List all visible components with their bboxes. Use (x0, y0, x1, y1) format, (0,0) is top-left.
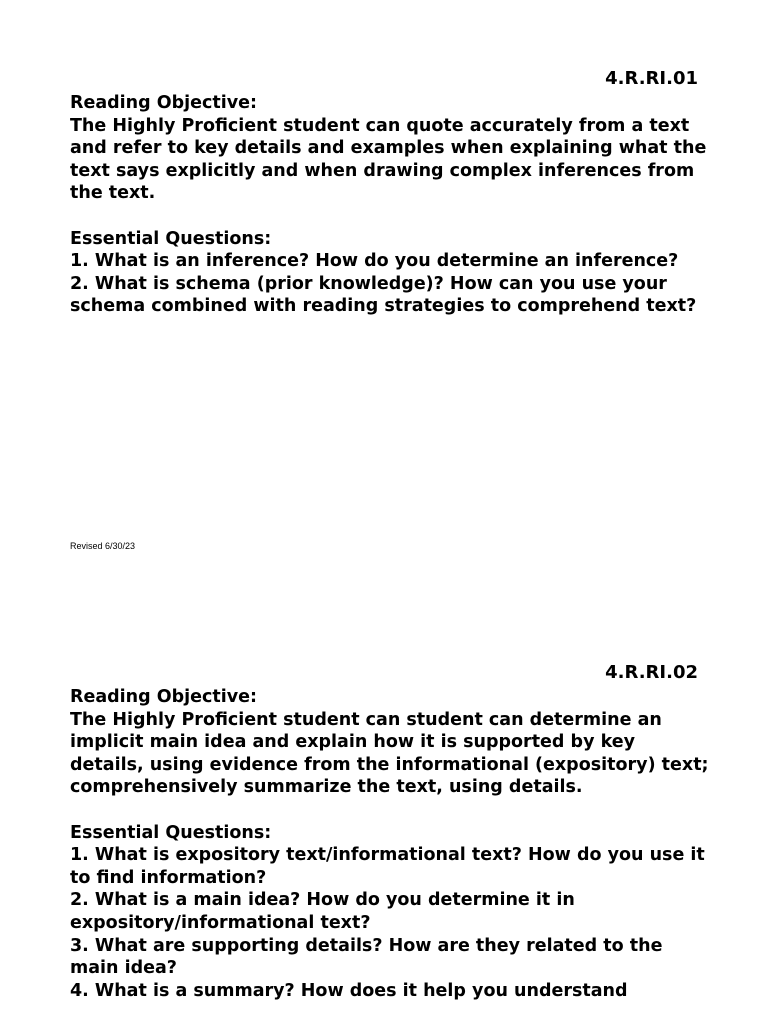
questions-heading: Essential Questions: (70, 822, 272, 843)
page-2 (0, 594, 768, 1024)
objective-text: The Highly Proficient student can student can determine an implicit main idea and explain how it is supported by key details, using evidence from the informational (expository) text; comprehensively summarize the text, using details. (70, 709, 709, 798)
standard-code: 4.R.RI.02 (605, 662, 698, 683)
question-item: 2. What is a main idea? How do you determine it in expository/informational text? (70, 890, 575, 933)
objective-heading: Reading Objective: (70, 93, 258, 113)
question-item: 1. What is expository text/informational text? How do you use it to find information? (70, 845, 705, 888)
page-content (70, 686, 710, 1002)
spacer (70, 799, 710, 822)
question-item: 4. What is a summary? How does it help you understand (70, 980, 628, 1001)
standard-code: 4.R.RI.01 (605, 68, 698, 89)
objective-text: The Highly Proficient student can quote accurately from a text and refer to key details and examples when explaining what the text says explicitly and when drawing complex inferences from the text. (70, 115, 707, 204)
questions-heading: Essential Questions: (70, 228, 272, 249)
question-item: 1. What is an inference? How do you determine an inference? (70, 251, 679, 272)
spacer (70, 205, 710, 228)
objective-heading: Reading Objective: (70, 687, 258, 707)
page-content (70, 92, 710, 318)
revision-note: Revised 6/30/23 (70, 541, 136, 551)
question-item: 3. What are supporting details? How are they related to the main idea? (70, 935, 663, 979)
question-item: 2. What is schema (prior knowledge)? How can you use your schema combined with reading strategies to comprehend text? (70, 273, 697, 317)
